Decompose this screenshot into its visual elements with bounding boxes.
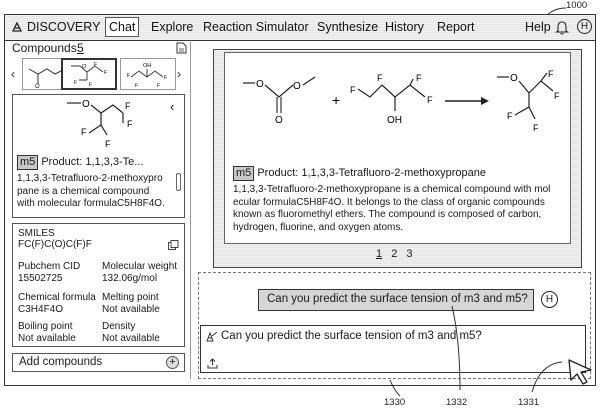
logo-icon bbox=[11, 21, 23, 36]
chemical-formula-label: Chemical formula bbox=[18, 292, 96, 303]
ref-chat-area-label: 1330 bbox=[384, 397, 406, 408]
chemical-formula-value: C3H4F4O bbox=[18, 304, 64, 315]
svg-text:F: F bbox=[127, 73, 131, 79]
compounds-title: Compounds bbox=[12, 41, 77, 55]
plus-sign: + bbox=[332, 92, 341, 108]
svg-text:F: F bbox=[157, 83, 161, 89]
svg-text:F: F bbox=[427, 95, 433, 105]
help-link[interactable]: Help bbox=[525, 20, 551, 34]
compound-heading: Product: 1,1,3,3-Te... bbox=[41, 156, 144, 168]
svg-text:F: F bbox=[89, 82, 93, 88]
smiles-label: SMILES bbox=[18, 228, 55, 239]
tab-reaction-simulator[interactable]: Reaction Simulator bbox=[203, 20, 309, 34]
svg-text:F: F bbox=[416, 73, 422, 83]
description-scrollbar[interactable] bbox=[176, 173, 181, 191]
svg-text:O: O bbox=[256, 79, 264, 90]
menu-bar bbox=[5, 15, 595, 41]
svg-text:F: F bbox=[125, 101, 131, 111]
svg-text:O: O bbox=[293, 81, 301, 92]
compound-tag: m5 bbox=[17, 155, 38, 170]
ref-window-label: 1000 bbox=[566, 0, 588, 11]
svg-text:F: F bbox=[81, 127, 87, 137]
svg-text:F: F bbox=[74, 80, 78, 86]
page-3[interactable]: 3 bbox=[406, 248, 413, 260]
molecular-weight-label: Molecular weight bbox=[102, 261, 178, 272]
svg-text:OH: OH bbox=[143, 63, 152, 69]
svg-text:F: F bbox=[94, 62, 98, 68]
svg-text:F: F bbox=[377, 73, 383, 83]
melting-point-label: Melting point bbox=[102, 292, 159, 303]
melting-point-value: Not available bbox=[102, 304, 160, 315]
tetrafluoro-methoxy-structure bbox=[61, 97, 141, 153]
compound-thumb-2[interactable] bbox=[61, 58, 117, 90]
copy-icon[interactable] bbox=[168, 240, 179, 254]
svg-text:O: O bbox=[35, 84, 40, 89]
tab-report[interactable]: Report bbox=[437, 20, 475, 34]
tab-synthesize[interactable]: Synthesize bbox=[317, 20, 379, 34]
user-avatar[interactable]: H bbox=[577, 19, 592, 34]
next-compound-icon[interactable]: › bbox=[177, 67, 181, 81]
tab-history[interactable]: History bbox=[385, 20, 424, 34]
reaction-description: 1,1,3,3-Tetrafluoro-2-methoxypropane is a chemical compound with mol ecular formulaC5H8F4O. It belongs to the class of organic compounds known as fluoromethyl ethers. The compound is composed of carbon, hydrogen, fluorine, and oxygen atoms. bbox=[233, 184, 551, 233]
oh-label: OH bbox=[387, 115, 402, 126]
svg-text:F: F bbox=[105, 139, 111, 149]
bell-icon[interactable] bbox=[555, 20, 569, 38]
compound-description: 1,1,3,3-Tetrafluoro-2-methoxypro pane is a chemical compound with molecular formulaC5H8F4O. bbox=[17, 173, 165, 209]
ref-question-label: 1332 bbox=[446, 397, 468, 408]
compose-icon bbox=[206, 331, 218, 345]
upload-icon[interactable] bbox=[207, 358, 218, 372]
chat-input-text: Can you predict the surface tension of m3 and m5? bbox=[221, 330, 482, 342]
svg-text:F: F bbox=[507, 111, 513, 121]
panel-divider bbox=[190, 42, 191, 379]
reaction-scheme bbox=[235, 67, 565, 139]
ref-cursor-label: 1331 bbox=[518, 397, 540, 408]
tetrafluoropropanol-structure-icon bbox=[121, 59, 175, 89]
tab-chat[interactable]: Chat bbox=[105, 17, 139, 37]
user-question-text: Can you predict the surface tension of m3 and m5? bbox=[267, 293, 528, 305]
pubchem-cid-label: Pubchem CID bbox=[18, 261, 81, 272]
collapse-chevron-icon[interactable]: ‹ bbox=[170, 99, 175, 114]
pagination bbox=[376, 248, 413, 260]
density-label: Density bbox=[102, 321, 136, 332]
chat-user-avatar: H bbox=[541, 291, 558, 308]
ref-leaders bbox=[360, 300, 600, 408]
svg-text:O: O bbox=[275, 115, 283, 126]
tab-explore[interactable]: Explore bbox=[151, 20, 194, 34]
add-compounds-button[interactable] bbox=[12, 353, 185, 372]
reaction-compound-tag: m5 bbox=[233, 166, 254, 181]
svg-text:O: O bbox=[510, 73, 518, 84]
svg-text:F: F bbox=[533, 123, 539, 133]
svg-text:O: O bbox=[82, 64, 87, 70]
boiling-point-label: Boiling point bbox=[18, 321, 73, 332]
compound-heading-row bbox=[17, 155, 143, 170]
svg-text:O: O bbox=[82, 99, 90, 110]
density-value: Not available bbox=[102, 333, 160, 344]
add-icon[interactable]: + bbox=[166, 356, 179, 369]
reaction-heading-row bbox=[233, 166, 486, 181]
document-icon[interactable] bbox=[176, 42, 187, 57]
svg-text:F: F bbox=[548, 69, 554, 79]
boiling-point-value: Not available bbox=[18, 333, 76, 344]
product-structure bbox=[497, 69, 560, 133]
prev-compound-icon[interactable]: ‹ bbox=[11, 67, 15, 81]
smiles-value: FC(F)C(O)C(F)F bbox=[18, 239, 92, 250]
compound-properties-card bbox=[12, 223, 185, 347]
reaction-arrow-icon bbox=[445, 97, 489, 105]
add-compounds-label: Add compounds bbox=[19, 356, 103, 368]
compound-detail-card bbox=[12, 94, 185, 218]
molecular-weight-value: 132.06g/mol bbox=[102, 273, 158, 284]
page-2[interactable]: 2 bbox=[391, 248, 398, 260]
svg-text:F: F bbox=[350, 85, 356, 95]
reaction-heading: Product: 1,1,3,3-Tetrafluoro-2-methoxypropane bbox=[257, 167, 487, 179]
svg-text:F: F bbox=[135, 83, 139, 89]
tetrafluoro-structure-thumb-icon bbox=[63, 60, 115, 88]
pubchem-cid-value: 15502725 bbox=[18, 273, 63, 284]
svg-text:F: F bbox=[104, 70, 108, 76]
reactant-methyl-acetate bbox=[243, 77, 315, 126]
svg-text:F: F bbox=[127, 119, 133, 129]
svg-text:F: F bbox=[554, 91, 560, 101]
reaction-card bbox=[224, 52, 571, 244]
app-title: DISCOVERY bbox=[27, 20, 101, 34]
reactant-tetrafluoropropanol bbox=[350, 73, 433, 126]
compound-thumb-3[interactable] bbox=[120, 58, 176, 90]
compounds-count: 5 bbox=[77, 41, 84, 55]
svg-text:F: F bbox=[164, 75, 168, 81]
page-1[interactable]: 1 bbox=[376, 248, 383, 260]
